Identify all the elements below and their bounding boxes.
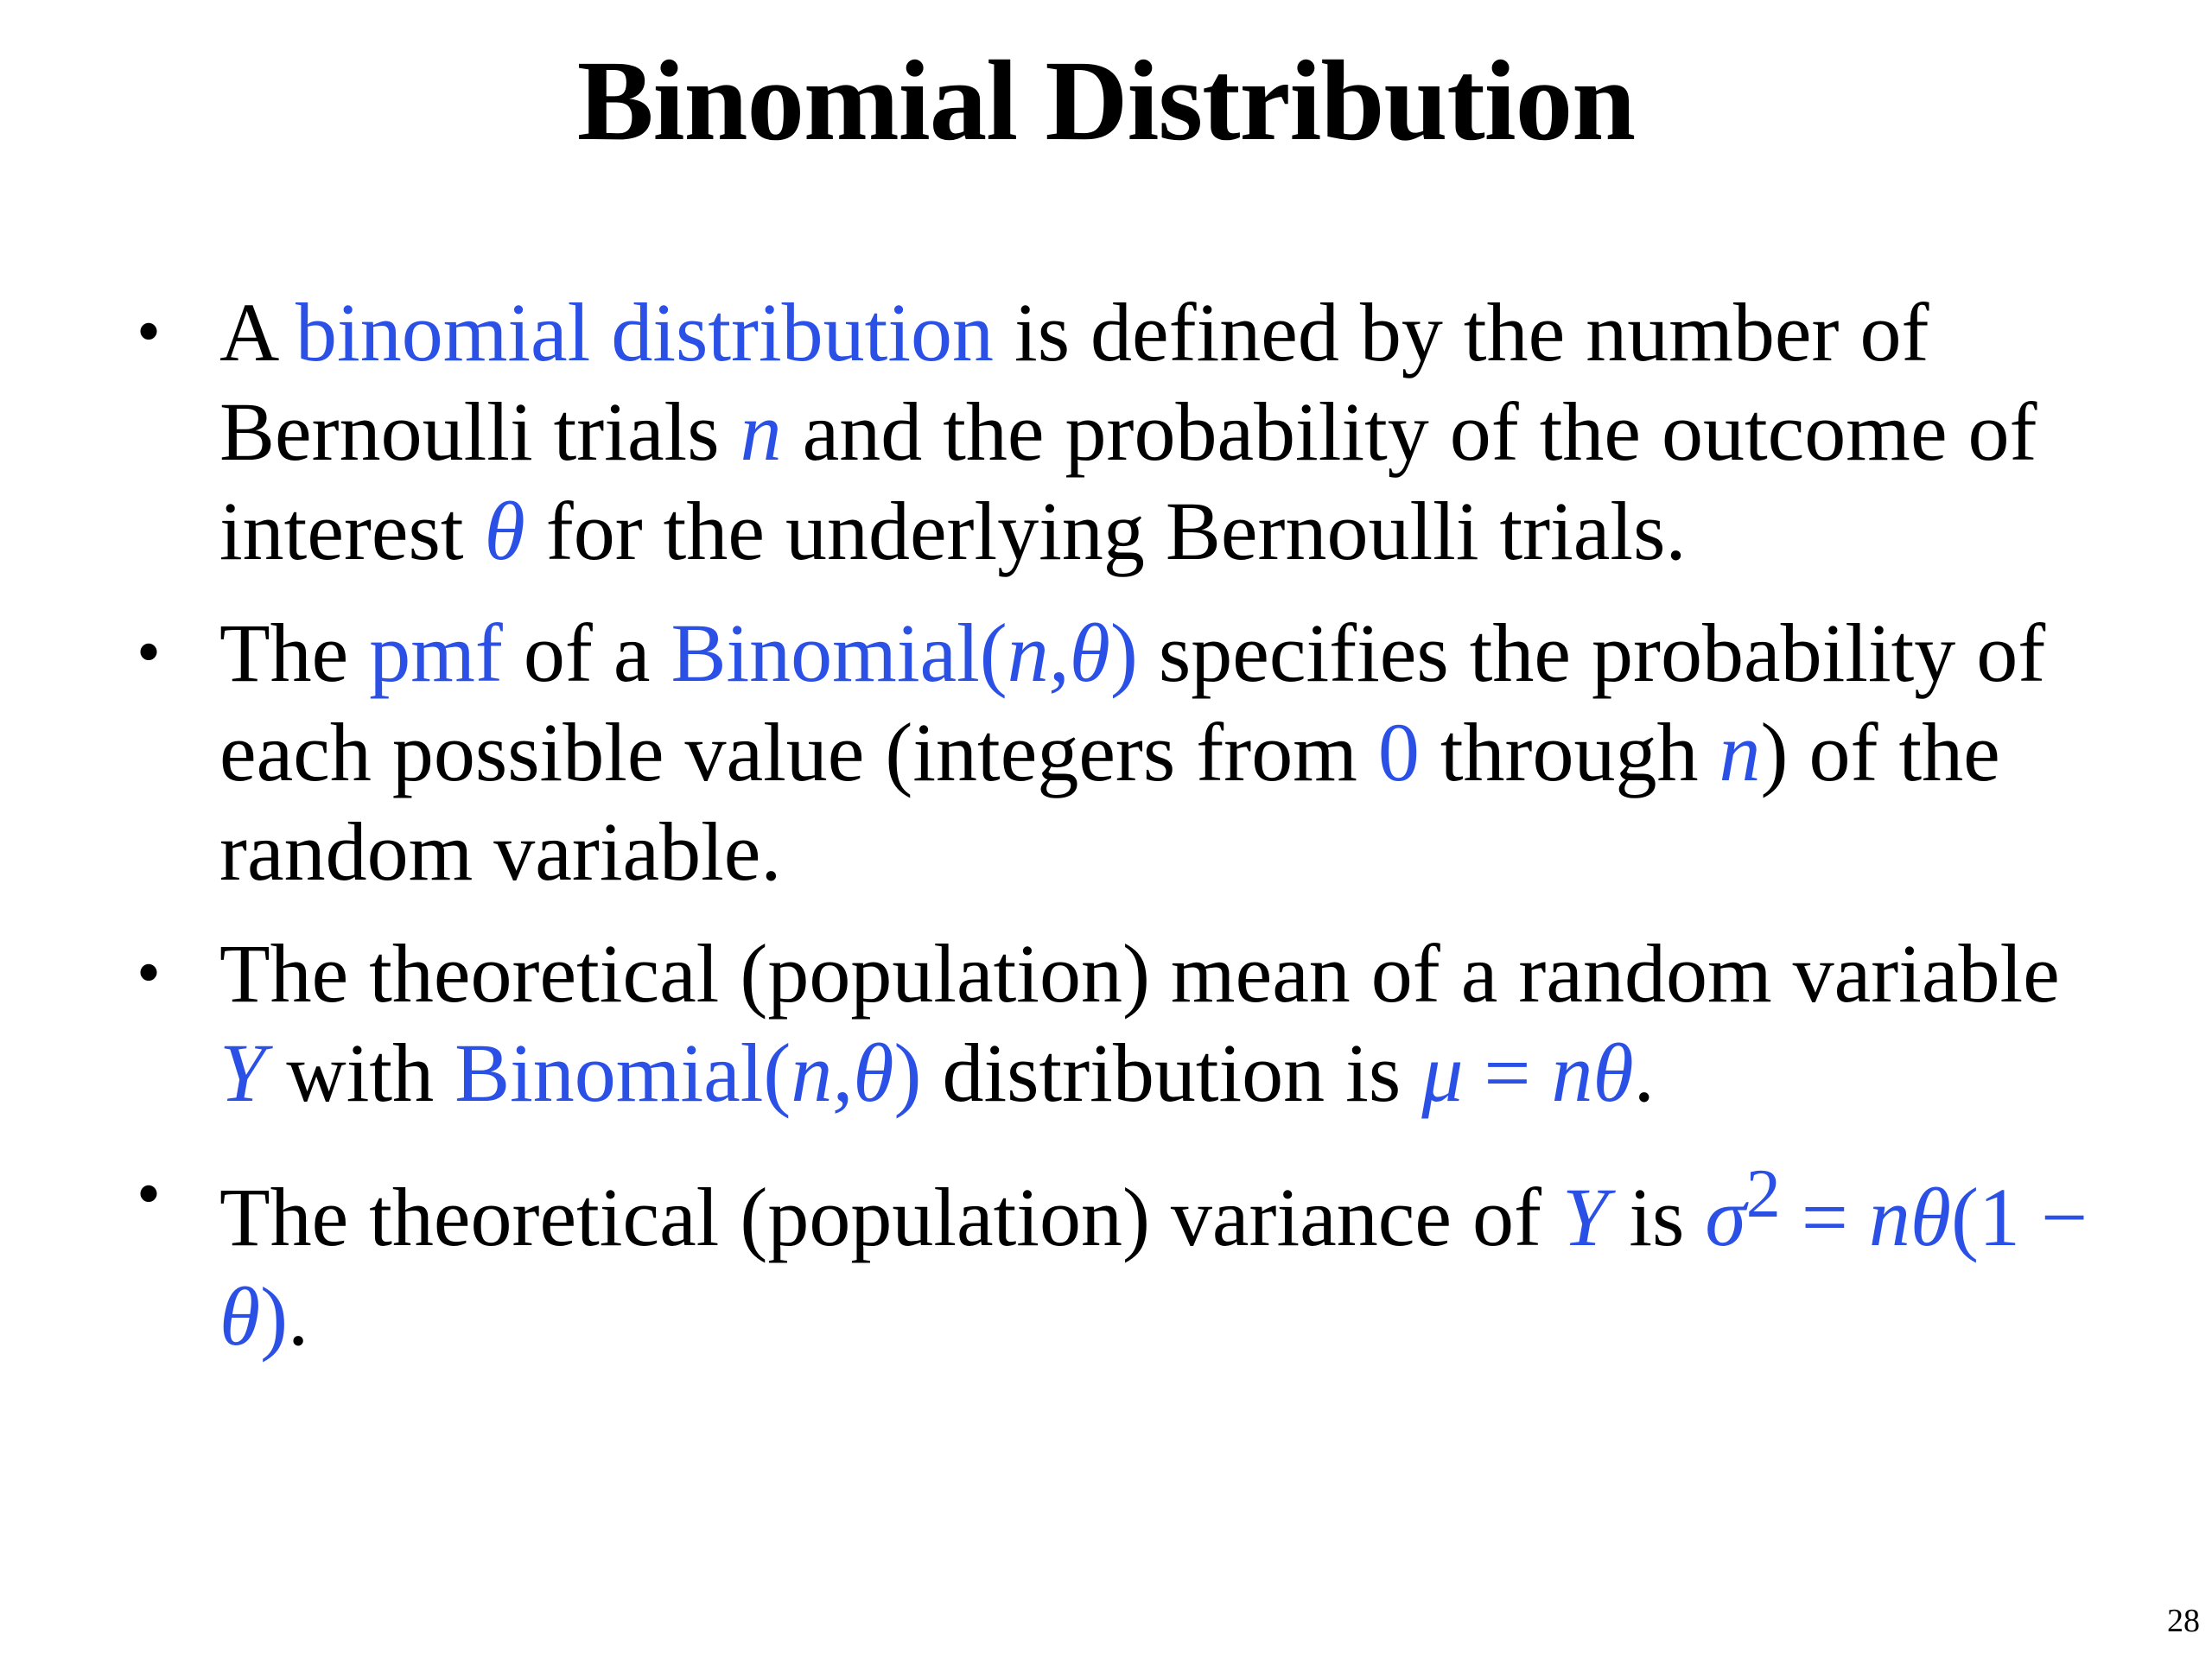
math-y: Y — [219, 1027, 266, 1119]
bullet-item-mean — [137, 924, 2124, 1122]
bullet-text: The — [219, 607, 370, 699]
bullet-text: distribution is — [921, 1027, 1422, 1119]
math-exponent-two: 2 — [1745, 1156, 1781, 1232]
math-equals: = — [1780, 1171, 1869, 1263]
math-n: n — [1719, 706, 1761, 798]
bullet-text: of a — [502, 607, 671, 699]
bullet-text: with — [265, 1027, 455, 1119]
page-number: 28 — [2167, 1603, 2200, 1639]
math-equals: = — [1463, 1027, 1552, 1119]
bullet-list — [137, 283, 2124, 1389]
slide-title: Binomial Distribution — [576, 36, 1636, 164]
math-n-theta: n,θ — [791, 1027, 894, 1119]
math-n-theta-product: nθ — [1868, 1171, 1952, 1263]
bullet-marker: • — [137, 1156, 162, 1232]
bullet-item-variance — [137, 1145, 2124, 1366]
math-theta: θ — [219, 1270, 261, 1363]
bullet-text: for the underlying Bernoulli trials. — [524, 485, 1687, 577]
bullet-text: The theoretical (population) mean of a random variable — [219, 927, 2060, 1020]
bullet-marker: • — [137, 614, 162, 690]
term-pmf: pmf — [369, 607, 503, 699]
bullet-marker: • — [137, 935, 162, 1011]
bullet-text: through — [1419, 706, 1719, 798]
bullet-text: and the probability of the outcome of interest — [219, 385, 2037, 577]
term-binomial-distribution: binomial distribution — [296, 286, 995, 378]
math-zero: 0 — [1377, 706, 1420, 798]
bullet-text: is defined by the number of Bernoulli trials — [219, 286, 1929, 478]
math-theta: θ — [484, 485, 525, 577]
bullet-text: The theoretical (population) variance of — [219, 1171, 1562, 1263]
bullet-text: ) of the random variable. — [219, 706, 2000, 898]
bullet-text: is — [1608, 1171, 1706, 1263]
math-one-minus: (1 − — [1951, 1171, 2088, 1263]
math-n: n — [740, 385, 782, 478]
term-binomial-open: Binomial( — [454, 1027, 791, 1119]
bullet-item-pmf — [137, 603, 2124, 901]
math-mu: μ — [1421, 1027, 1464, 1119]
bullet-text: A — [219, 286, 296, 378]
bullet-text: . — [1633, 1027, 1655, 1119]
bullet-marker: • — [137, 294, 162, 370]
bullet-item-binomial-definition — [137, 283, 2124, 581]
math-n-theta-product: nθ — [1551, 1027, 1634, 1119]
bullet-text: . — [288, 1270, 309, 1363]
term-binomial-close: ) — [893, 1027, 922, 1119]
math-y: Y — [1561, 1171, 1609, 1263]
math-sigma: σ — [1705, 1171, 1746, 1263]
term-binomial-close: ) — [1109, 607, 1138, 699]
math-close-paren: ) — [260, 1270, 289, 1363]
math-n-theta: n,θ — [1007, 607, 1110, 699]
term-binomial-open: Binomial( — [671, 607, 1007, 699]
bullet-text: specifies the probability of each possible value (integers from — [219, 607, 2046, 798]
